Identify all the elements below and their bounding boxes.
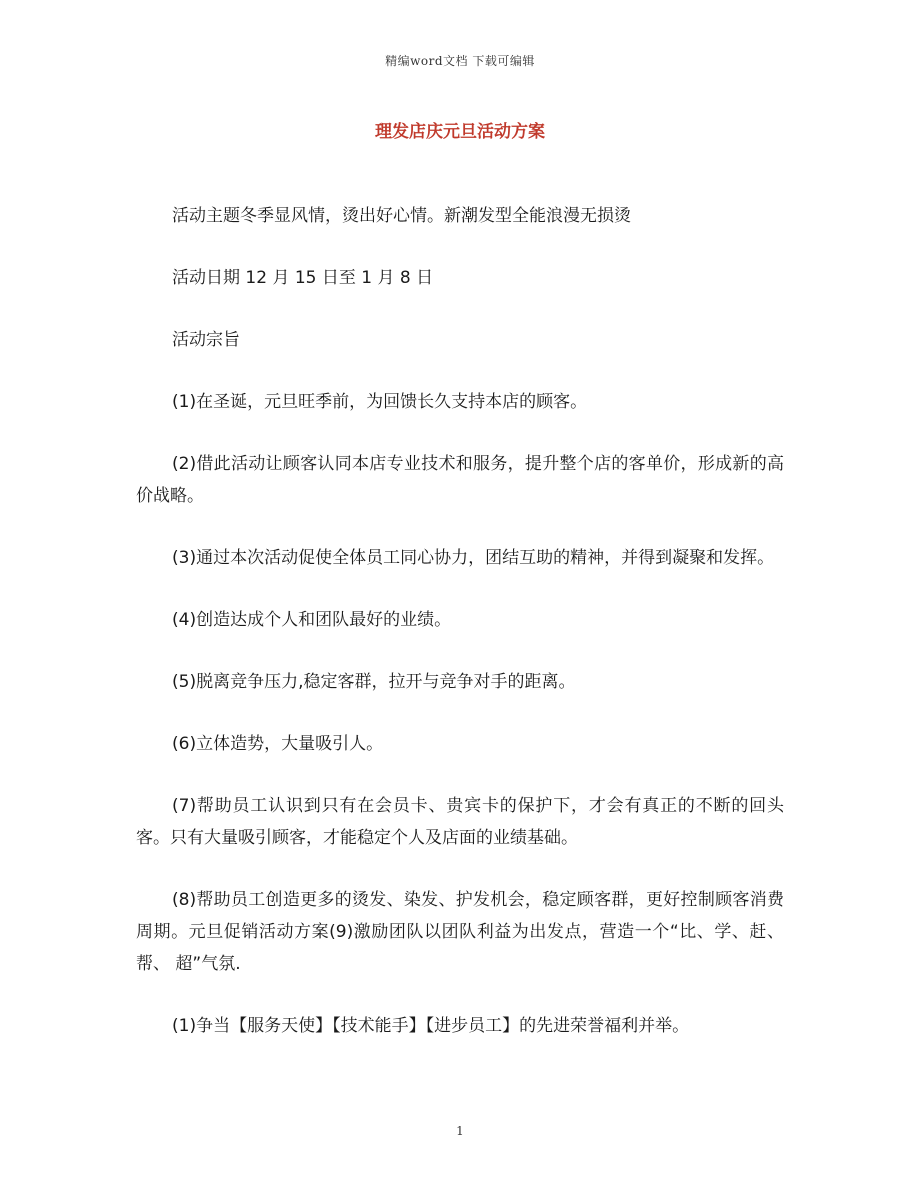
paragraph-purpose-5: (5)脱离竞争压力,稳定客群，拉开与竞争对手的距离。 [172,672,576,692]
paragraph-date: 活动日期 12 月 15 日至 1 月 8 日 [172,268,434,288]
paragraph-purpose-3: (3)通过本次活动促使全体员工同心协力，团结互助的精神，并得到凝聚和发挥。 [172,548,775,568]
paragraph-purpose-1: (1)在圣诞，元旦旺季前，为回馈长久支持本店的顾客。 [172,392,588,412]
paragraph-purpose-4: (4)创造达成个人和团队最好的业绩。 [172,610,452,630]
paragraph-purpose-8: (8)帮助员工创造更多的烫发、染发、护发机会，稳定顾客群，更好控制顾客消费周期。元旦促销活动方案(9)激励团队以团队利益为出发点，营造一个“比、学、赶、帮、 超”气氛. [136,890,784,974]
document-body [136,200,784,1072]
paragraph-purpose-heading: 活动宗旨 [172,330,240,350]
header-note: 精编word文档 下载可编辑 [385,54,535,68]
paragraph-honor-1: (1)争当【服务天使】【技术能手】【进步员工】的先进荣誉福利并举。 [172,1016,690,1036]
paragraph-purpose-7: (7)帮助员工认识到只有在会员卡、贵宾卡的保护下，才会有真正的不断的回头客。只有大量吸引顾客，才能稳定个人及店面的业绩基础。 [136,796,784,848]
page-number: 1 [456,1124,464,1138]
paragraph-theme: 活动主题冬季显风情，烫出好心情。新潮发型全能浪漫无损烫 [172,206,631,226]
paragraph-purpose-2: (2)借此活动让顾客认同本店专业技术和服务，提升整个店的客单价，形成新的高价战略。 [136,454,784,506]
paragraph-purpose-6: (6)立体造势，大量吸引人。 [172,734,384,754]
document-title: 理发店庆元旦活动方案 [375,122,545,142]
